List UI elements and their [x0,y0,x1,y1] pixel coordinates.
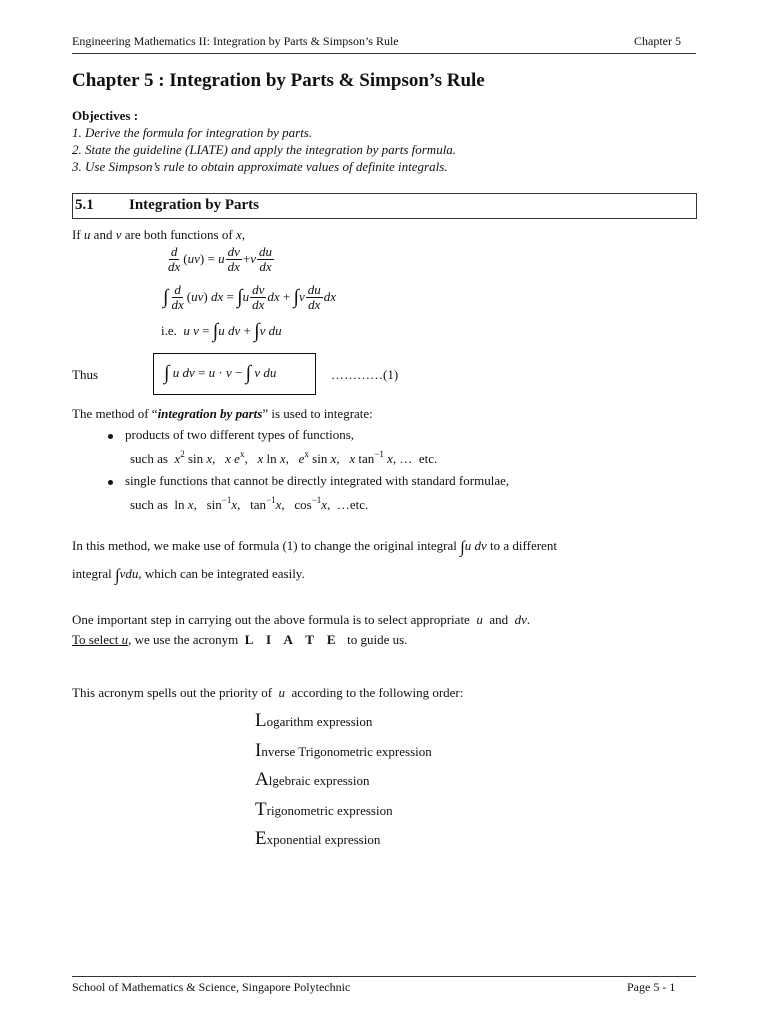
intro-text-functions: are both functions of [124,227,233,242]
chapter-title: Chapter 5 : Integration by Parts & Simpson’s Rule [72,70,485,91]
para3-line: This acronym spells out the priority of u according to the following order: [72,685,464,700]
formula-reference: …………(1) [331,367,399,382]
para2-line-1: One important step in carrying out the above formula is to select appropriate u and dv. [72,612,531,627]
examples-line-1: such as $x^2$ sin x, x $e^x$, x ln x, $e^x$ sin x, x $\tan^{-1} x$, … etc. [130,449,438,466]
para1-line-2: integral ∫vdu, which can be integrated easily. [72,565,305,585]
section-heading-box [72,193,697,219]
bullet-dot [108,480,113,485]
intro-text-if: If [72,227,81,242]
bullet-1: products of two different types of functions, [108,427,354,443]
equation-product-rule: $\frac{d}{dx}$ ( uv ) = u $\frac{dv}{dx}$ + v $\frac{du}{dx}$ [168,244,272,274]
liate-item-algebraic: Algebraic expression [255,769,370,790]
objective-1: 1. Derive the formula for integration by parts. [72,125,313,140]
bullet-dot [108,434,113,439]
section-number: 5.1 [75,197,94,213]
intro-text-and: and [93,227,113,242]
footer-rule [72,976,696,977]
bullet-2: single functions that cannot be directly integrated with standard formulae, [108,473,509,489]
method-name: integration by parts [157,406,263,421]
objectives-heading: Objectives : [72,108,139,123]
var-v: v [115,227,122,242]
liate-item-exponential: Exponential expression [255,828,381,849]
equation-integrated: ∫ $\frac{d}{dx}$ ( uv ) dx = ∫ u $\frac{dv}{dx}$ dx + ∫ v $\frac{du}{dx}$ dx [163,282,337,312]
examples-line-2: such as ln x, $\sin^{-1}x$, $\tan^{-1}x$, $\cos^{-1}x$, …etc. [130,495,369,512]
footer-page-number: Page 5 - 1 [627,980,676,994]
para2-line-2: To select u, we use the acronym L I A T E to guide us. [72,632,408,647]
running-header-title: Engineering Mathematics II: Integration by Parts & Simpson’s Rule [72,34,399,48]
section-title: Integration by Parts [129,197,259,213]
objective-2: 2. State the guideline (LIATE) and apply the integration by parts formula. [72,142,457,157]
para1-line-1: In this method, we make use of formula (1) to change the original integral ∫u dv to a different [72,537,557,557]
method-line: The method of “integration by parts” is used to integrate: [72,406,373,421]
footer-institution: School of Mathematics & Science, Singapore Polytechnic [72,980,351,994]
liate-item-trigonometric: Trigonometric expression [255,799,393,820]
objective-3: 3. Use Simpson’s rule to obtain approximate values of definite integrals. [72,159,448,174]
liate-item-logarithm: Logarithm expression [255,710,373,731]
running-header-chapter: Chapter 5 [634,34,681,48]
liate-acronym: L I A T E [244,632,341,647]
boxed-formula: ∫ u dv = u · v − ∫ v du [153,353,316,395]
intro-line [72,227,245,243]
equation-ie: i.e. u v = ∫ u dv + ∫ v du [161,320,282,342]
var-u: u [83,227,91,242]
thus-label: Thus [72,367,98,382]
liate-item-inverse-trig: Inverse Trigonometric expression [255,740,432,761]
var-x: x, [235,227,245,242]
header-rule [72,53,696,54]
